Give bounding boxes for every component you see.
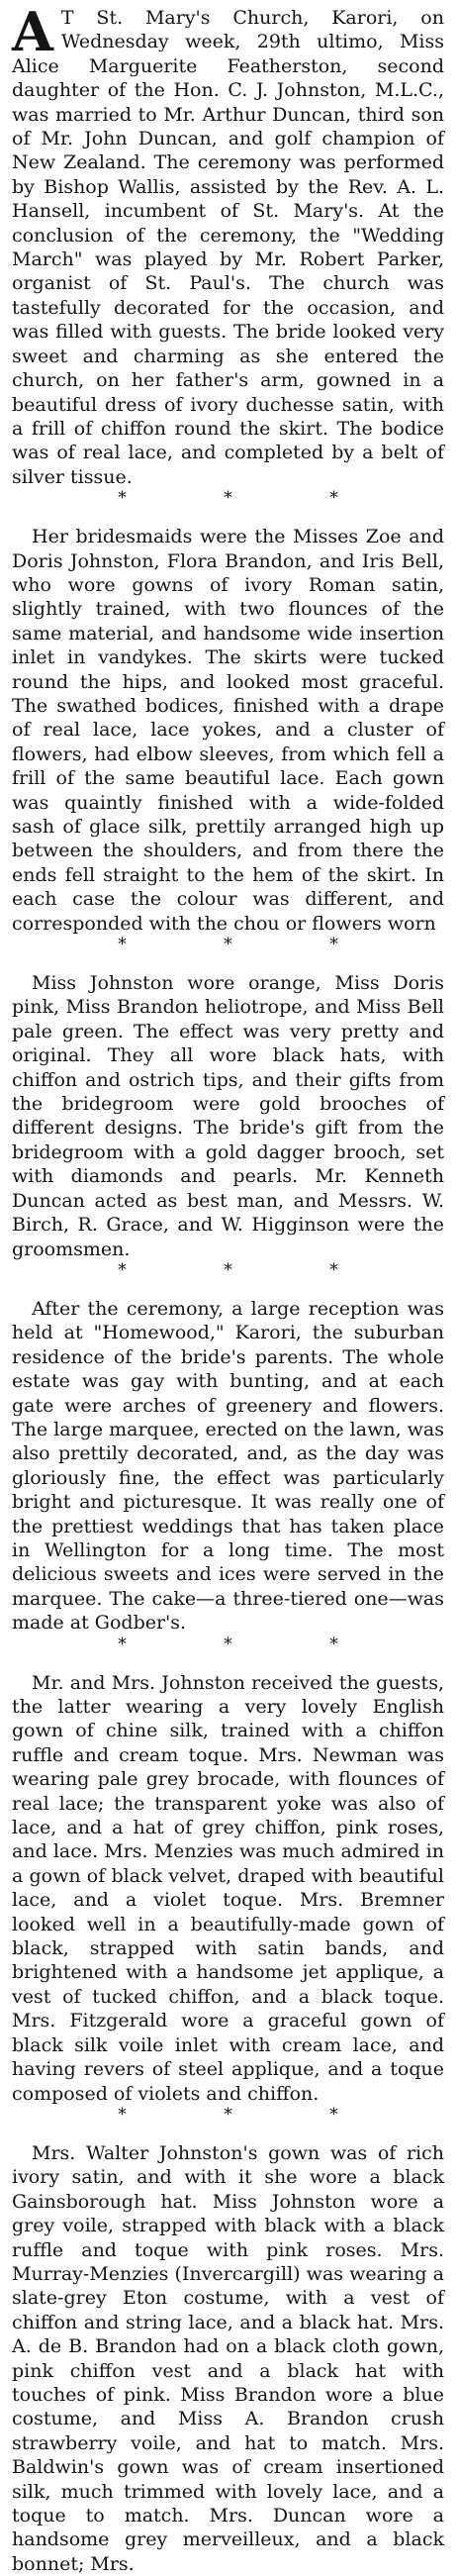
- paragraph-text: Miss Johnston wore orange, Miss Doris pink, Miss Brandon heliotrope, and Miss Bell pale green. The effect was very pretty and original. They all wore black hats, with chiffon and ostrich tips, and their gifts from the bridegroom were gold brooches of different designs. The bride's gift from the bridegroom with a gold dagger brooch, set with diamonds and pearls. Mr. Kenneth Duncan acted as best man, and Messrs. W. Birch, R. Grace, and W. Higginson were the groomsmen.: [12, 972, 444, 1260]
- separator-star: *: [118, 1634, 127, 1654]
- section-separator: [12, 1635, 444, 1653]
- paragraph-text: Mrs. Walter Johnston's gown was of rich ivory satin, and with it she wore a black Gainsborough hat. Miss Johnston wore a grey voile, strapped with black with a black ruffle and toque with pink roses. Mrs. Murray-Menzies (Invercargill) was wearing a slate-grey Eton costume, with a vest of chiffon and string lace, and a black hat. Mrs. A. de B. Brandon had on a black cloth gown, pink chiffon vest and a black hat with touches of pink. Miss Brandon wore a blue costume, and Miss A. Brandon crush strawberry voile, and hat to match. Mrs. Baldwin's gown was of cream insertioned silk, much trimmed with lovely lace, and a toque to match. Mrs. Duncan wore a handsome grey merveilleux, and a black bonnet; Mrs.: [12, 2141, 444, 2575]
- separator-star: *: [329, 1634, 338, 1654]
- separator-star: *: [224, 935, 232, 955]
- paragraph-reception: [12, 1297, 444, 1635]
- separator-star: *: [224, 2104, 232, 2125]
- paragraph-guests-gowns: [12, 1671, 444, 2106]
- separator-star: *: [118, 2104, 127, 2125]
- section-separator: [12, 2106, 444, 2124]
- separator-star: *: [118, 935, 127, 955]
- separator-star: *: [329, 2104, 338, 2125]
- paragraph-bridesmaid-colours: [12, 971, 444, 1261]
- section-separator: [12, 1261, 444, 1279]
- paragraph-bridesmaids: [12, 525, 444, 936]
- drop-cap: A: [12, 0, 53, 63]
- separator-star: *: [329, 1259, 338, 1280]
- separator-star: *: [224, 1634, 232, 1654]
- paragraph-more-guests: [12, 2141, 444, 2576]
- paragraph-text: Mr. and Mrs. Johnston received the guests, the latter wearing a very lovely English gown of chine silk, trained with a chiffon ruffle and cream toque. Mrs. Newman was wearing pale grey brocade, with flounces of real lace; the transparent yoke was also of lace, and a hat of grey chiffon, pink roses, and lace. Mrs. Menzies was much admired in a gown of black velvet, draped with beautiful lace, and a violet toque. Mrs. Bremner looked well in a beautifully-made gown of black, strapped with satin bands, and brightened with a handsome jet applique, a vest of tucked chiffon, and a black toque. Mrs. Fitzgerald wore a graceful gown of black silk voile inlet with cream lace, and having revers of steel applique, and a toque composed of violets and chiffon.: [12, 1671, 444, 2105]
- section-separator: [12, 936, 444, 953]
- separator-star: *: [224, 1259, 232, 1280]
- separator-star: *: [329, 935, 338, 955]
- paragraph-text: Her bridesmaids were the Misses Zoe and Doris Johnston, Flora Brandon, and Iris Bell, who wore gowns of ivory Roman satin, slightly trained, with two flounces of the same material, and handsome wide insertion inlet in vandykes. The skirts were tucked round the hips, and looked most graceful. The swathed bodices, finished with a drape of real lace, lace yokes, and a cluster of flowers, had elbow sleeves, from which fell a frill of the same beautiful lace. Each gown was quaintly finished with a wide-folded sash of glace silk, prettily arranged high up between the shoulders, and from there the ends fell straight to the hem of the skirt. In each case the colour was different, and corresponded with the chou or flowers worn: [12, 526, 444, 935]
- paragraph-wedding-ceremony: [12, 0, 444, 489]
- separator-star: *: [329, 488, 338, 509]
- separator-star: *: [224, 488, 232, 509]
- paragraph-text: T St. Mary's Church, Karori, on Wednesday week, 29th ultimo, Miss Alice Marguerite Featherston, second daughter of the Hon. C. J. Johnston, M.L.C., was married to Mr. Arthur Duncan, third son of Mr. John Duncan, and golf champion of New Zealand. The ceremony was performed by Bishop Wallis, assisted by the Rev. A. L. Hansell, incumbent of St. Mary's. At the conclusion of the ceremony, the "Wedding March" was played by Mr. Robert Parker, organist of St. Paul's. The church was tastefully decorated for the occasion, and was filled with guests. The bride looked very sweet and charming as she entered the church, on her father's arm, gowned in a beautiful dress of ivory duchesse satin, with a frill of chiffon round the skirt. The bodice was of real lace, and completed by a belt of silver tissue.: [12, 7, 444, 488]
- separator-star: *: [118, 1259, 127, 1280]
- section-separator: [12, 489, 444, 507]
- paragraph-text: After the ceremony, a large reception was held at "Homewood," Karori, the suburban residence of the bride's parents. The whole estate was gay with bunting, and at each gate were arches of greenery and flowers. The large marquee, erected on the lawn, was also prettily decorated, and, as the day was gloriously fine, the effect was particularly bright and picturesque. It was really one of the prettiest weddings that has taken place in Wellington for a long time. The most delicious sweets and ices were served in the marquee. The cake—a three-tiered one—was made at Godber's.: [12, 1297, 445, 1635]
- separator-star: *: [118, 488, 127, 509]
